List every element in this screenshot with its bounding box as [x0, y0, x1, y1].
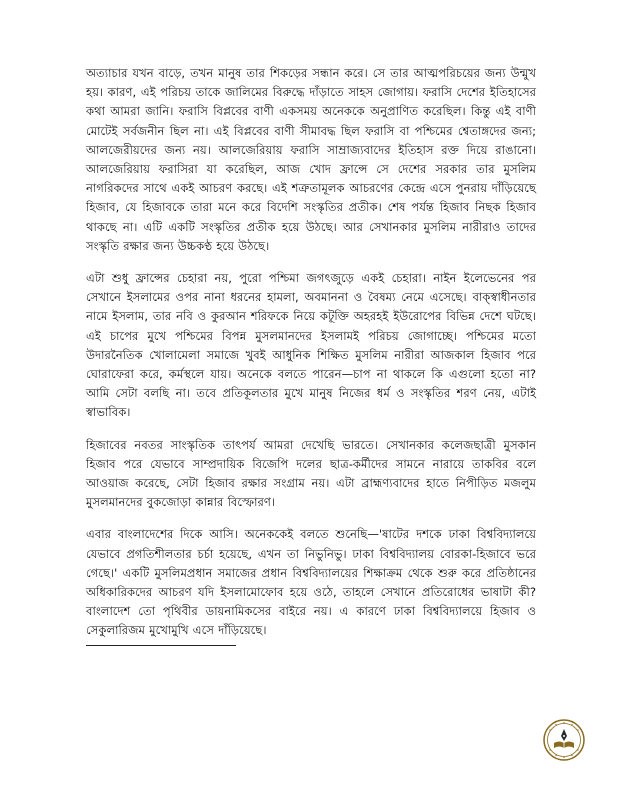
- body-text: [86, 64, 536, 654]
- paragraph-2: এটা শুধু ফ্রান্সের চেহারা নয়, পুরো পশ্চিমা জগৎজুড়ে একই চেহারা। নাইন ইলেভেনের পর সেখানে ইসলামের ওপর নানা ধরনের হামলা, অবমাননা ও বৈষম্য নেমে এসেছে। বাক্স্বাধীনতার নামে ইসলাম, তার নবি ও কুরআন শরিফকে নিয়ে কটূক্তি অহরহই ইউরোপের বিভিন্ন দেশে ঘটছে। এই চাপের মুখে পশ্চিমের বিপন্ন মুসলমানদের ইসলামই পরিচয় জোগাচ্ছে। পশ্চিমের মতো উদারনৈতিক খোলামেলা সমাজে খুবই আধুনিক শিক্ষিত মুসলিম নারীরা আজকাল হিজাব পরে ঘোরাফেরা করে, কর্মস্থলে যায়। অনেকে বলতে পারেন—চাপ না থাকলে কি এগুলো হতো না? আমি সেটা বলছি না। তবে প্রতিকূলতার মুখে মানুষ নিজের ধর্ম ও সংস্কৃতির শরণ নেয়, এটাই স্বাভাবিক।: [86, 271, 536, 420]
- publisher-emblem-icon: [542, 718, 586, 762]
- paragraph-3: হিজাবের নবতর সাংস্কৃতিক তাৎপর্য আমরা দেখেছি ভারতে। সেখানকার কলেজছাত্রী মুসকান হিজাব পরে যেভাবে সাম্প্রদায়িক বিজেপি দলের ছাত্র-কর্মীদের সামনে নারায়ে তাকবির বলে আওয়াজ করেছে, সেটা হিজাব রক্ষার সংগ্রাম নয়। এটা ব্রাহ্মণ্যবাদের হাতে নিপীড়িত মজলুম মুসলমানদের বুকজোড়া কান্নার বিস্ফোরণ।: [86, 437, 536, 510]
- footnote-divider: [86, 645, 236, 646]
- paragraph-4: এবার বাংলাদেশের দিকে আসি। অনেককেই বলতে শুনেছি—'ষাটের দশকে ঢাকা বিশ্ববিদ্যালয়ে যেভাবে প্রগতিশীলতার চর্চা হয়েছে, এখন তা নিভুনিভু। ঢাকা বিশ্ববিদ্যালয় বোরকা-হিজাবে ভরে গেছে।' একটি মুসলিমপ্রধান সমাজের প্রধান বিশ্ববিদ্যালয়ের শিক্ষাক্রম থেকে শুরু করে প্রতিষ্ঠানের অধিকারিকদের আচরণ যদি ইসলামোফোব হয়ে ওঠে, তাহলে সেখানে প্রতিরোধের ভাষাটা কী? বাংলাদেশ তো পৃথিবীর ডায়নামিকসের বাইরে নয়। এ কারণে ঢাকা বিশ্ববিদ্যালয়ে হিজাব ও সেকুলারিজম মুখোমুখি এসে দাঁড়িয়েছে।: [86, 527, 537, 638]
- paragraph-1: অত্যাচার যখন বাড়ে, তখন মানুষ তার শিকড়ের সন্ধান করে। সে তার আত্মপরিচয়ের জন্য উন্মুখ হয়। কারণ, এই পরিচয় তাকে জালিমের বিরুদ্ধে দাঁড়াতে সাহস জোগায়। ফরাসি দেশের ইতিহাসের কথা আমরা জানি। ফরাসি বিপ্লবের বাণী একসময় অনেককে অনুপ্রাণিত করেছিল। কিন্তু এই বাণী মোটেই সর্বজনীন ছিল না। এই বিপ্লবের বাণী সীমাবদ্ধ ছিল ফরাসি বা পশ্চিমের শ্বেতাঙ্গদের জন্য; আলজেরীয়দের জন্য নয়। আলজেরিয়ায় ফরাসি সাম্রাজ্যবাদের ইতিহাস রক্ত দিয়ে রাঙানো। আলজেরিয়ায় ফরাসিরা যা করেছিল, আজ খোদ ফ্রান্সে সে দেশের সরকার তার মুসলিম নাগরিকদের সাথে একই আচরণ করছে। এই শত্রুতামূলক আচরণের কেন্দ্রে এসে পুনরায় দাঁড়িয়েছে হিজাব, যে হিজাবকে তারা মনে করে বিদেশি সংস্কৃতির প্রতীক। শেষ পর্যন্ত হিজাব নিছক হিজাব থাকছে না। এটি একটি সংস্কৃতির প্রতীক হয়ে উঠছে। আর সেখানকার মুসলিম নারীরাও তাদের সংস্কৃতি রক্ষার জন্য উচ্চকণ্ঠ হয়ে উঠছে।: [86, 66, 536, 253]
